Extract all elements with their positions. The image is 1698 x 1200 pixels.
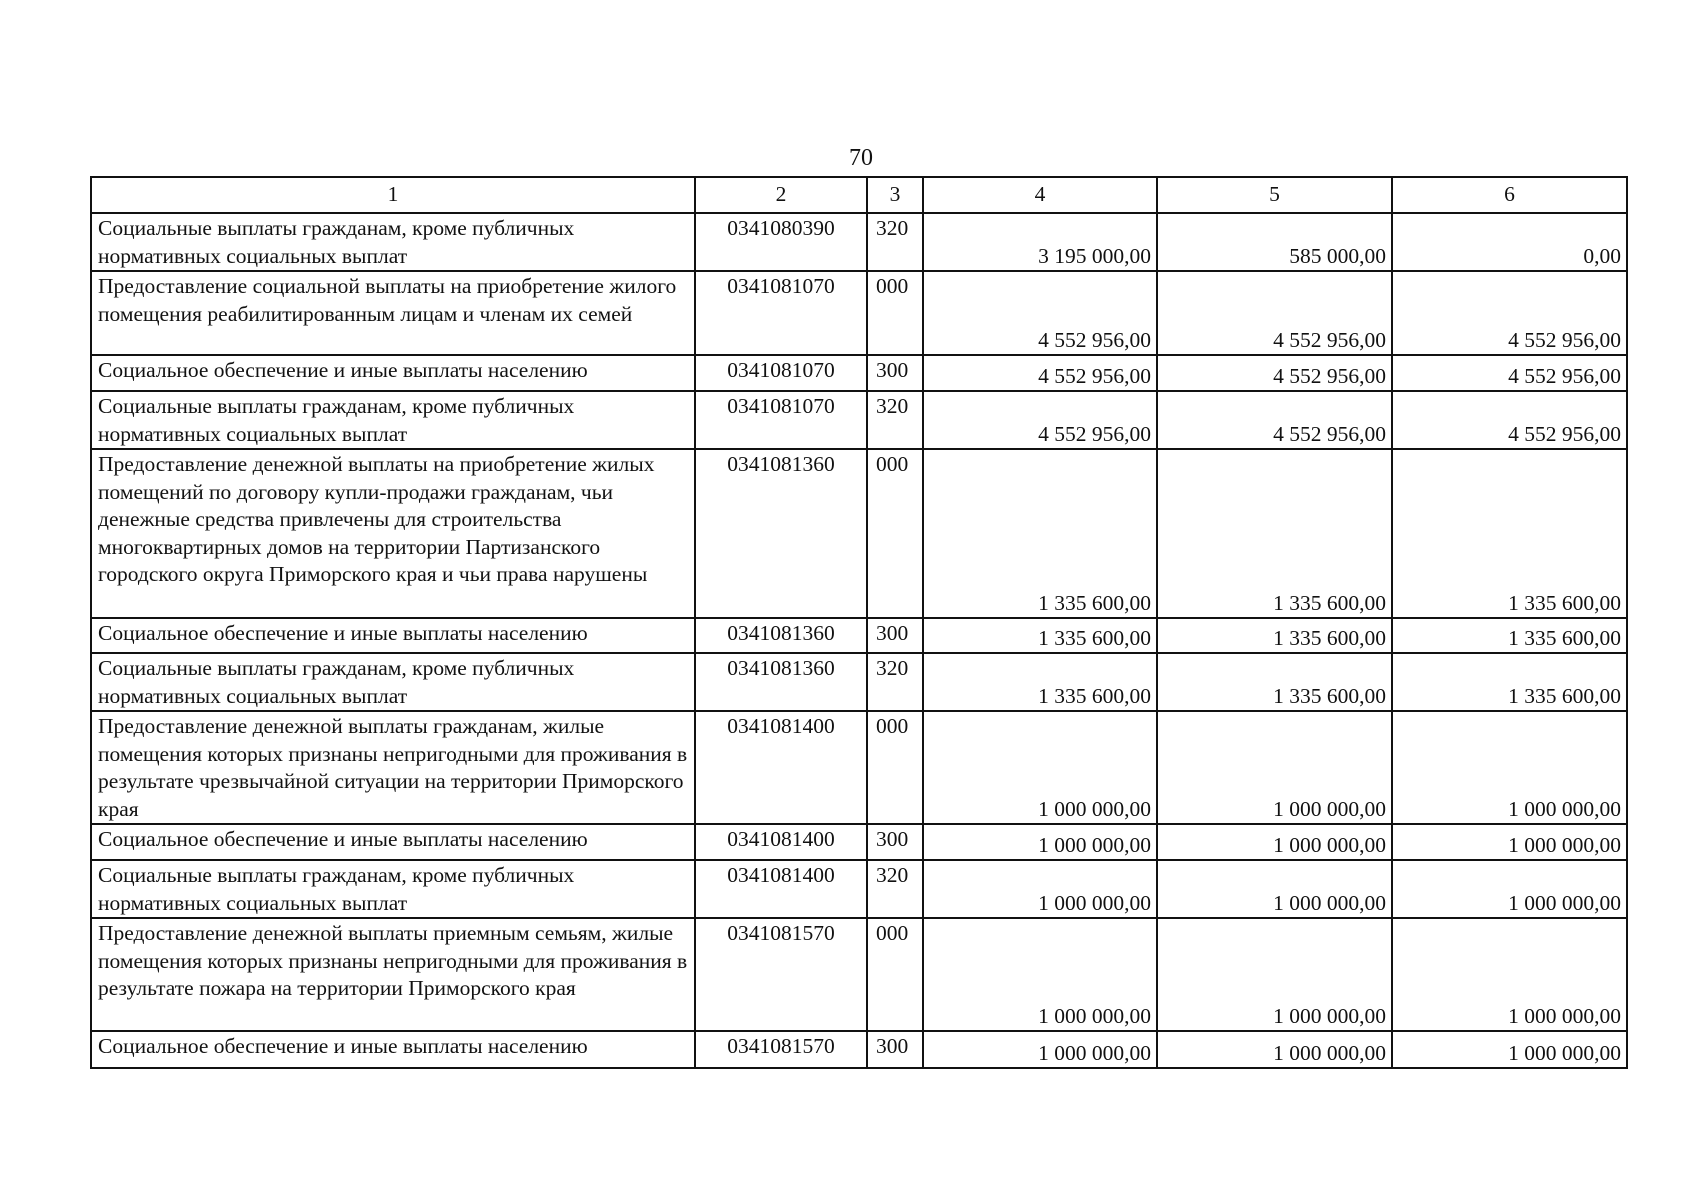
row-amount-col4: 1 000 000,00	[923, 918, 1157, 1031]
row-code: 0341081400	[695, 860, 867, 918]
row-amount-col6: 1 000 000,00	[1392, 1031, 1627, 1068]
row-code: 0341081070	[695, 391, 867, 449]
row-amount-col5: 1 335 600,00	[1157, 449, 1392, 618]
row-name: Предоставление денежной выплаты гражданам, жилые помещения которых признаны непригодными для проживания в результате чрезвычайной ситуации на территории Приморского края	[91, 711, 695, 824]
row-name: Социальное обеспечение и иные выплаты населению	[91, 618, 695, 653]
row-amount-col6: 4 552 956,00	[1392, 391, 1627, 449]
row-amount-col5: 585 000,00	[1157, 213, 1392, 271]
row-code: 0341081360	[695, 449, 867, 618]
row-name: Предоставление денежной выплаты приемным семьям, жилые помещения которых признаны непригодными для проживания в результате пожара на территории Приморского края	[91, 918, 695, 1031]
row-amount-col6: 1 000 000,00	[1392, 824, 1627, 860]
row-type: 320	[867, 860, 923, 918]
row-type: 300	[867, 824, 923, 860]
row-amount-col4: 1 000 000,00	[923, 860, 1157, 918]
row-amount-col4: 1 000 000,00	[923, 1031, 1157, 1068]
row-type: 000	[867, 449, 923, 618]
row-type: 320	[867, 653, 923, 711]
column-header: 3	[867, 177, 923, 213]
table-header-row	[91, 177, 1627, 213]
table-row	[91, 824, 1627, 860]
row-code: 0341081400	[695, 711, 867, 824]
row-amount-col5: 1 000 000,00	[1157, 711, 1392, 824]
row-amount-col4: 4 552 956,00	[923, 355, 1157, 391]
row-amount-col6: 4 552 956,00	[1392, 271, 1627, 355]
row-amount-col4: 1 335 600,00	[923, 449, 1157, 618]
row-amount-col5: 1 000 000,00	[1157, 860, 1392, 918]
row-amount-col6: 1 000 000,00	[1392, 918, 1627, 1031]
row-amount-col6: 1 000 000,00	[1392, 860, 1627, 918]
row-code: 0341081360	[695, 653, 867, 711]
row-amount-col5: 1 000 000,00	[1157, 918, 1392, 1031]
row-type: 320	[867, 213, 923, 271]
row-amount-col6: 1 335 600,00	[1392, 653, 1627, 711]
row-amount-col4: 1 000 000,00	[923, 824, 1157, 860]
column-header: 1	[91, 177, 695, 213]
page-number: 70	[849, 145, 873, 171]
row-name: Социальные выплаты гражданам, кроме публичных нормативных социальных выплат	[91, 653, 695, 711]
row-amount-col6: 4 552 956,00	[1392, 355, 1627, 391]
table-row	[91, 860, 1627, 918]
row-name: Социальные выплаты гражданам, кроме публичных нормативных социальных выплат	[91, 213, 695, 271]
table-row	[91, 449, 1627, 618]
row-amount-col6: 1 335 600,00	[1392, 449, 1627, 618]
row-amount-col5: 4 552 956,00	[1157, 271, 1392, 355]
row-code: 0341081070	[695, 355, 867, 391]
row-type: 300	[867, 355, 923, 391]
row-code: 0341081570	[695, 1031, 867, 1068]
column-header: 5	[1157, 177, 1392, 213]
table-row	[91, 918, 1627, 1031]
row-name: Социальные выплаты гражданам, кроме публичных нормативных социальных выплат	[91, 391, 695, 449]
column-header: 6	[1392, 177, 1627, 213]
row-amount-col6: 0,00	[1392, 213, 1627, 271]
row-name: Социальное обеспечение и иные выплаты населению	[91, 1031, 695, 1068]
row-type: 320	[867, 391, 923, 449]
row-name: Предоставление денежной выплаты на приобретение жилых помещений по договору купли-продажи гражданам, чьи денежные средства привлечены для строительства многоквартирных домов на территории Партизанского городского округа Приморского края и чьи права нарушены	[91, 449, 695, 618]
row-type: 300	[867, 1031, 923, 1068]
row-amount-col5: 4 552 956,00	[1157, 391, 1392, 449]
row-type: 000	[867, 271, 923, 355]
row-code: 0341081400	[695, 824, 867, 860]
row-code: 0341081360	[695, 618, 867, 653]
row-code: 0341081070	[695, 271, 867, 355]
table-row	[91, 653, 1627, 711]
table-row	[91, 711, 1627, 824]
budget-table	[90, 176, 1628, 1069]
row-amount-col4: 3 195 000,00	[923, 213, 1157, 271]
row-amount-col5: 1 335 600,00	[1157, 618, 1392, 653]
row-type: 000	[867, 711, 923, 824]
row-amount-col4: 4 552 956,00	[923, 391, 1157, 449]
row-code: 0341080390	[695, 213, 867, 271]
table-row	[91, 355, 1627, 391]
table-row	[91, 618, 1627, 653]
row-amount-col6: 1 000 000,00	[1392, 711, 1627, 824]
table-row	[91, 271, 1627, 355]
row-name: Социальное обеспечение и иные выплаты населению	[91, 355, 695, 391]
row-amount-col4: 1 000 000,00	[923, 711, 1157, 824]
row-amount-col5: 4 552 956,00	[1157, 355, 1392, 391]
row-amount-col5: 1 335 600,00	[1157, 653, 1392, 711]
row-code: 0341081570	[695, 918, 867, 1031]
table-row	[91, 213, 1627, 271]
table-row	[91, 1031, 1627, 1068]
table-row	[91, 391, 1627, 449]
row-name: Социальные выплаты гражданам, кроме публичных нормативных социальных выплат	[91, 860, 695, 918]
row-name: Социальное обеспечение и иные выплаты населению	[91, 824, 695, 860]
row-amount-col4: 4 552 956,00	[923, 271, 1157, 355]
row-type: 000	[867, 918, 923, 1031]
row-amount-col4: 1 335 600,00	[923, 618, 1157, 653]
row-name: Предоставление социальной выплаты на приобретение жилого помещения реабилитированным лицам и членам их семей	[91, 271, 695, 355]
row-amount-col4: 1 335 600,00	[923, 653, 1157, 711]
row-type: 300	[867, 618, 923, 653]
row-amount-col5: 1 000 000,00	[1157, 1031, 1392, 1068]
budget-table-body	[91, 177, 1627, 1068]
row-amount-col5: 1 000 000,00	[1157, 824, 1392, 860]
row-amount-col6: 1 335 600,00	[1392, 618, 1627, 653]
column-header: 2	[695, 177, 867, 213]
column-header: 4	[923, 177, 1157, 213]
